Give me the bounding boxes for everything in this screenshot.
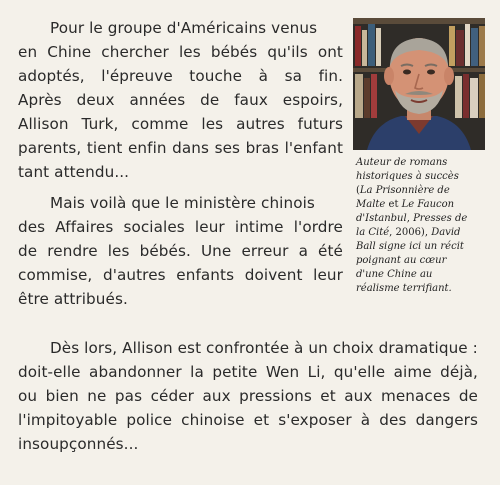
author-photo xyxy=(353,18,485,150)
caption-line xyxy=(356,268,486,282)
text-line: tant attendu... xyxy=(18,163,130,181)
caption-line xyxy=(356,170,486,184)
caption-text: , xyxy=(406,213,414,224)
caption-line xyxy=(356,226,486,240)
caption-text: ( xyxy=(356,185,360,196)
caption-text: réalisme terrifiant. xyxy=(356,283,452,294)
text-line: de rendre les bébés. Une erreur a été xyxy=(18,242,343,260)
text-line: des Affaires sociales leur intime l'ordre xyxy=(18,218,343,236)
caption-text: Ball signe ici un récit xyxy=(356,241,464,252)
text-line: Mais voilà que le ministère chinois xyxy=(50,194,315,212)
text-line: l'impitoyable police chinoise et s'exposer à des dangers xyxy=(18,411,478,429)
caption-line xyxy=(356,198,486,212)
text-line: Après deux années de faux espoirs, xyxy=(18,91,343,109)
caption-line xyxy=(356,254,486,268)
caption-text: Malte xyxy=(356,199,386,210)
caption-text: La Prisonnière de xyxy=(359,185,450,196)
text-line: adoptés, l'épreuve touche à sa fin. xyxy=(18,67,343,85)
text-line: parents, tient enfin dans ses bras l'enfant xyxy=(18,139,343,157)
caption-text: Auteur de romans xyxy=(356,157,448,168)
caption-line xyxy=(356,156,486,170)
caption-text: historiques à succès xyxy=(356,171,459,182)
caption-text: et xyxy=(385,199,402,210)
caption-line xyxy=(356,212,486,226)
text-line: ou bien ne pas céder aux pressions et aux menaces de xyxy=(18,387,478,405)
text-line: en Chine chercher les bébés qu'ils ont xyxy=(18,43,343,61)
text-line: commise, d'autres enfants doivent leur xyxy=(18,266,343,284)
caption-text: , 2006), xyxy=(389,227,432,238)
caption-line xyxy=(356,240,486,254)
caption-text: d'une Chine au xyxy=(356,269,433,280)
caption-text: Le Faucon xyxy=(401,199,455,210)
text-line: Pour le groupe d'Américains venus xyxy=(50,19,318,37)
text-line: Allison Turk, comme les autres futurs xyxy=(18,115,343,133)
caption-text: d'Istanbul xyxy=(356,213,407,224)
text-line: doit-elle abandonner la petite Wen Li, qu'elle aime déjà, xyxy=(18,363,478,381)
caption-text: Presses de xyxy=(413,213,468,224)
author-portrait-image xyxy=(353,18,485,150)
caption-line xyxy=(356,282,486,296)
caption-text: la Cité xyxy=(356,227,390,238)
caption-text: David xyxy=(431,227,461,238)
text-line: insoupçonnés... xyxy=(18,435,139,453)
text-line: Dès lors, Allison est confrontée à un choix dramatique : xyxy=(50,339,478,357)
caption-line xyxy=(356,184,486,198)
text-line: être attribués. xyxy=(18,290,128,308)
caption-text: poignant au cœur xyxy=(356,255,447,266)
